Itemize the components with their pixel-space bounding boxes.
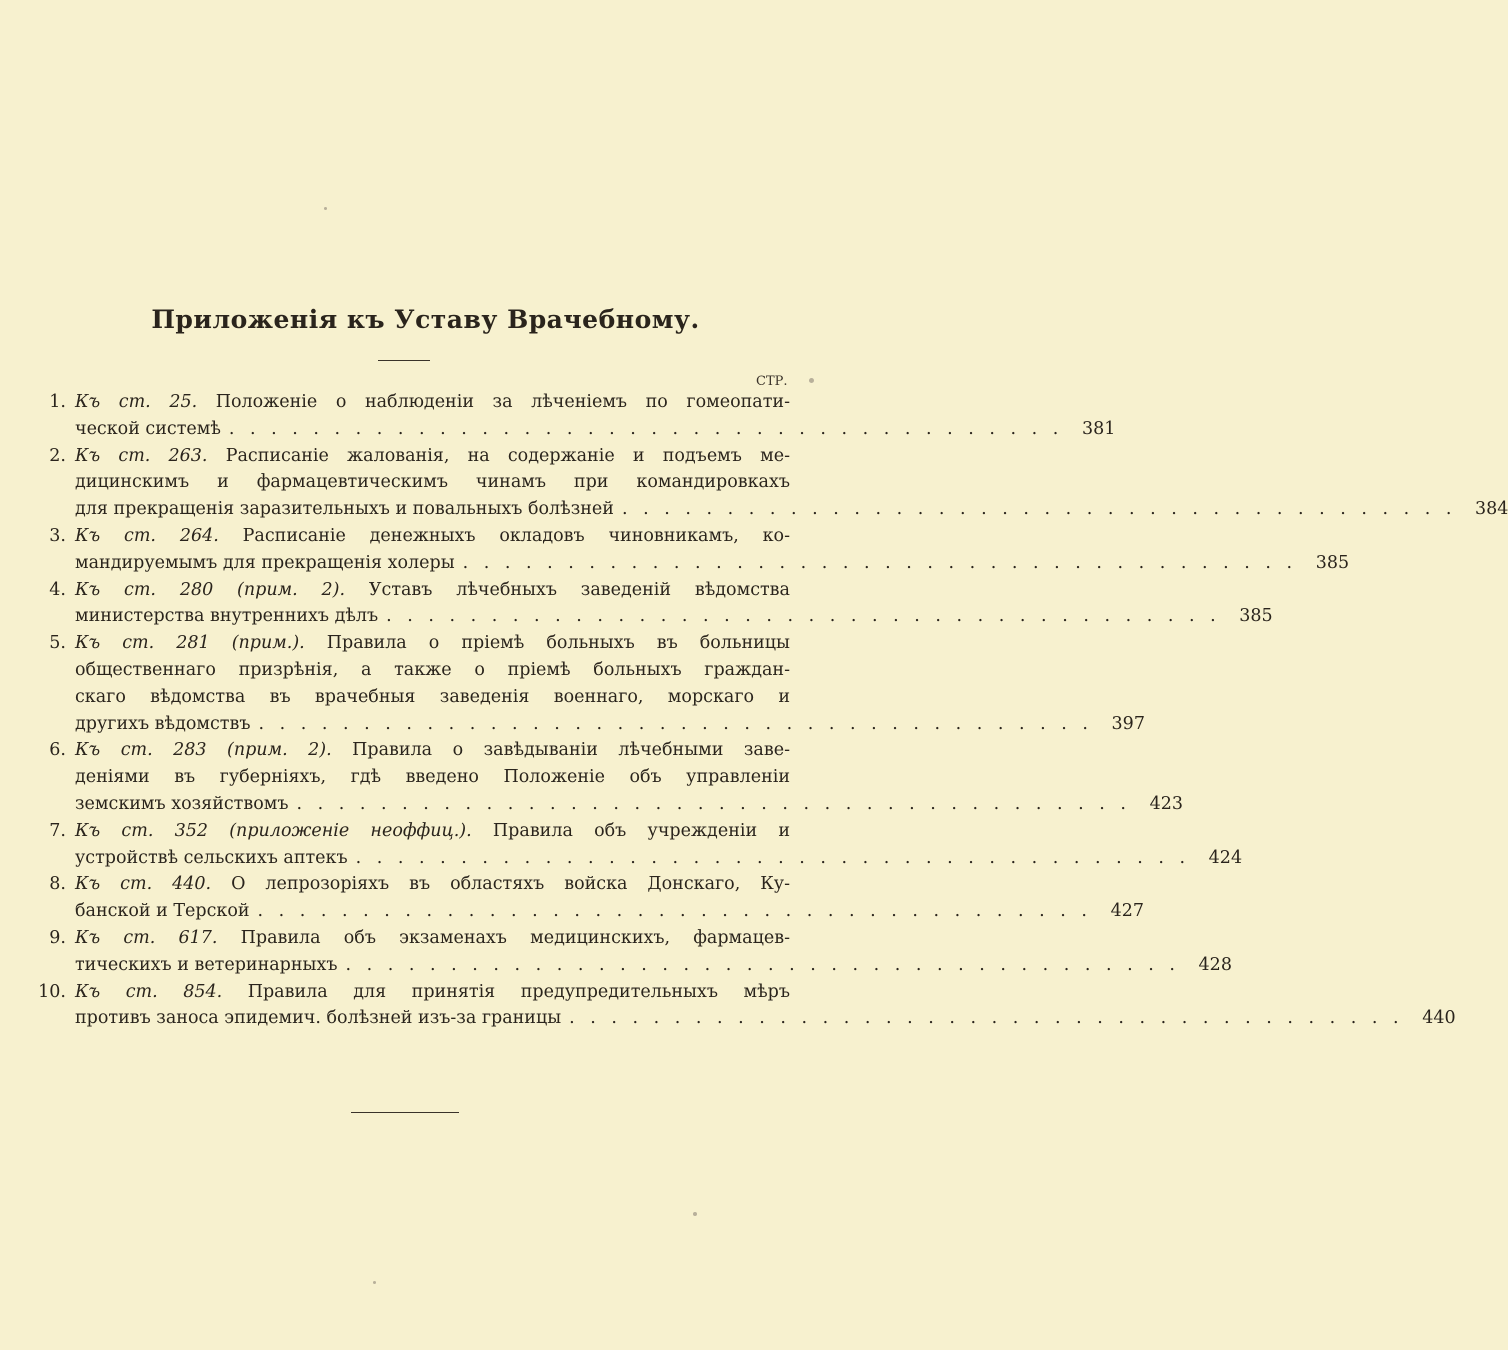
entry-number: 8. (49, 874, 66, 895)
statute-reference: Къ ст. 281 (прим.). (75, 633, 305, 654)
entry-text: Правила объ экзаменахъ медицинскихъ, фармацев- (240, 927, 790, 948)
page-number: 381 (1081, 418, 1116, 439)
contents-entry (0, 925, 1232, 979)
entry-number: 3. (49, 525, 66, 546)
contents-list (0, 389, 1508, 1032)
statute-reference: Къ ст. 283 (прим. 2). (75, 740, 332, 761)
contents-entry (0, 871, 1144, 925)
entry-text: другихъ вѣдомствъ (75, 713, 251, 734)
entry-first-line (75, 630, 790, 657)
contents-entry (0, 979, 1456, 1033)
title-rule (378, 360, 430, 361)
entry-number: 5. (49, 633, 66, 654)
page-title: Приложенія къ Уставу Врачебному. (151, 305, 700, 334)
page-column-header: СТР. (756, 374, 788, 389)
entry-text: Правила о завѣдываніи лѣчебными заве- (352, 740, 790, 761)
entry-first-line (75, 979, 790, 1006)
entry-text: Правила для принятія предупредительныхъ мѣръ (247, 981, 790, 1002)
entry-continuation-line: общественнаго призрѣнія, а также о пріемѣ больныхъ граждан- (75, 659, 790, 680)
statute-reference: Къ ст. 25. (75, 392, 198, 412)
entry-text: мандируемымъ для прекращенія холеры (75, 552, 455, 573)
entry-text: Уставъ лѣчебныхъ заведеній вѣдомства (368, 579, 790, 600)
statute-reference: Къ ст. 264. (75, 525, 219, 546)
page-number: 424 (1208, 847, 1243, 868)
entry-first-line (75, 577, 790, 604)
entry-first-line (75, 818, 790, 845)
statute-reference: Къ ст. 352 (приложеніе неоффиц.). (75, 820, 472, 841)
entry-number: 4. (49, 579, 66, 600)
page-number: 423 (1149, 793, 1183, 814)
entry-text: устройствѣ сельскихъ аптекъ (75, 847, 348, 868)
entry-number: 6. (49, 740, 66, 761)
entry-number: 10. (38, 981, 66, 1002)
entry-text: О лепрозоріяхъ въ областяхъ войска Донскаго, Ку- (231, 874, 790, 895)
entry-last-line (75, 898, 1144, 925)
page-number: 427 (1110, 901, 1144, 922)
entry-text: земскимъ хозяйствомъ (75, 793, 289, 814)
dot-leader: . . . . . . . . . . . . . . . . . . . . . . . . . . . . . . . . . . . . . . . . (386, 606, 1221, 627)
paper-speck (809, 378, 814, 383)
statute-reference: Къ ст. 263. (75, 445, 208, 466)
page-number: 384 (1475, 499, 1508, 520)
entry-first-line (75, 871, 790, 898)
contents-entry (0, 630, 1145, 737)
entry-last-line (75, 711, 1145, 738)
dot-leader: . . . . . . . . . . . . . . . . . . . . . . . . . . . . . . . . . . . . . . . . (355, 847, 1191, 868)
contents-entry (0, 443, 1508, 523)
entry-number: 9. (49, 927, 66, 948)
entry-first-line (75, 925, 790, 952)
dot-leader: . . . . . . . . . . . . . . . . . . . . . . . . . . . . . . . . . . . . . . . . (569, 1008, 1404, 1029)
paper-speck (693, 1212, 697, 1216)
entry-first-line (75, 737, 790, 764)
entry-number: 1. (49, 392, 66, 412)
paper-speck (373, 1281, 376, 1284)
statute-reference: Къ ст. 440. (75, 874, 212, 895)
statute-reference: Къ ст. 854. (75, 981, 223, 1002)
contents-entry (0, 818, 1243, 872)
entry-text: министерства внутреннихъ дѣлъ (75, 606, 379, 627)
entry-text: Расписаніе денежныхъ окладовъ чиновникамъ, ко- (242, 525, 790, 546)
contents-entry (0, 737, 1183, 817)
entry-first-line (75, 523, 790, 550)
dot-leader: . . . . . . . . . . . . . . . . . . . . . . . . . . . . . . . . . . . . . . . . (621, 499, 1457, 520)
contents-entry (0, 389, 1116, 443)
entry-continuation-line: скаго вѣдомства въ врачебныя заведенія военнаго, морскаго и (75, 686, 790, 707)
entry-number: 2. (49, 445, 66, 466)
page-number: 385 (1315, 552, 1350, 573)
entry-last-line (75, 952, 1232, 979)
entry-text: банской и Терской (75, 901, 250, 922)
entry-text: для прекращенія заразительныхъ и повальныхъ болѣзней (75, 499, 614, 520)
dot-leader: . . . . . . . . . . . . . . . . . . . . . . . . . . . . . . . . . . . . . . . . (257, 901, 1092, 922)
entry-last-line (75, 1005, 1456, 1032)
entry-continuation-line: дицинскимъ и фармацевтическимъ чинамъ при командировкахъ (75, 472, 790, 493)
statute-reference: Къ ст. 617. (75, 927, 218, 948)
entry-text: тическихъ и ветеринарныхъ (75, 954, 338, 975)
closing-rule (351, 1112, 459, 1113)
entry-first-line (75, 443, 790, 470)
entry-last-line (75, 416, 1116, 443)
entry-last-line (75, 845, 1243, 872)
entry-first-line (75, 389, 790, 416)
entry-text: ческой системѣ (75, 418, 221, 439)
entry-last-line (75, 603, 1273, 630)
statute-reference: Къ ст. 280 (прим. 2). (75, 579, 346, 600)
entry-last-line (75, 496, 1508, 523)
page-number: 440 (1422, 1008, 1456, 1029)
dot-leader: . . . . . . . . . . . . . . . . . . . . . . . . . . . . . . . . . . . . . . . . (462, 552, 1298, 573)
entry-text: противъ заноса эпидемич. болѣзней изъ-за границы (75, 1008, 562, 1029)
dot-leader: . . . . . . . . . . . . . . . . . . . . . . . . . . . . . . . . . . . . . . . . (228, 418, 1064, 439)
dot-leader: . . . . . . . . . . . . . . . . . . . . . . . . . . . . . . . . . . . . . . . . (345, 954, 1180, 975)
entry-text: Правила о пріемѣ больныхъ въ больницы (326, 633, 790, 654)
page-number: 385 (1239, 606, 1273, 627)
page-number: 428 (1198, 954, 1232, 975)
contents-entry (0, 577, 1273, 631)
paper-speck (324, 207, 327, 210)
dot-leader: . . . . . . . . . . . . . . . . . . . . . . . . . . . . . . . . . . . . . . . . (258, 713, 1093, 734)
entry-number: 7. (49, 820, 66, 841)
page-number: 397 (1111, 713, 1145, 734)
entry-last-line (75, 791, 1183, 818)
dot-leader: . . . . . . . . . . . . . . . . . . . . . . . . . . . . . . . . . . . . . . . . (296, 793, 1131, 814)
entry-text: Положеніе о наблюденіи за лѣченіемъ по гомеопати- (215, 392, 790, 412)
entry-continuation-line: деніями въ губерніяхъ, гдѣ введено Положеніе объ управленіи (75, 767, 790, 788)
entry-text: Правила объ учрежденіи и (492, 820, 790, 841)
entry-last-line (75, 550, 1350, 577)
entry-text: Расписаніе жалованія, на содержаніе и подъемъ ме- (225, 445, 790, 466)
contents-entry (0, 523, 1350, 577)
